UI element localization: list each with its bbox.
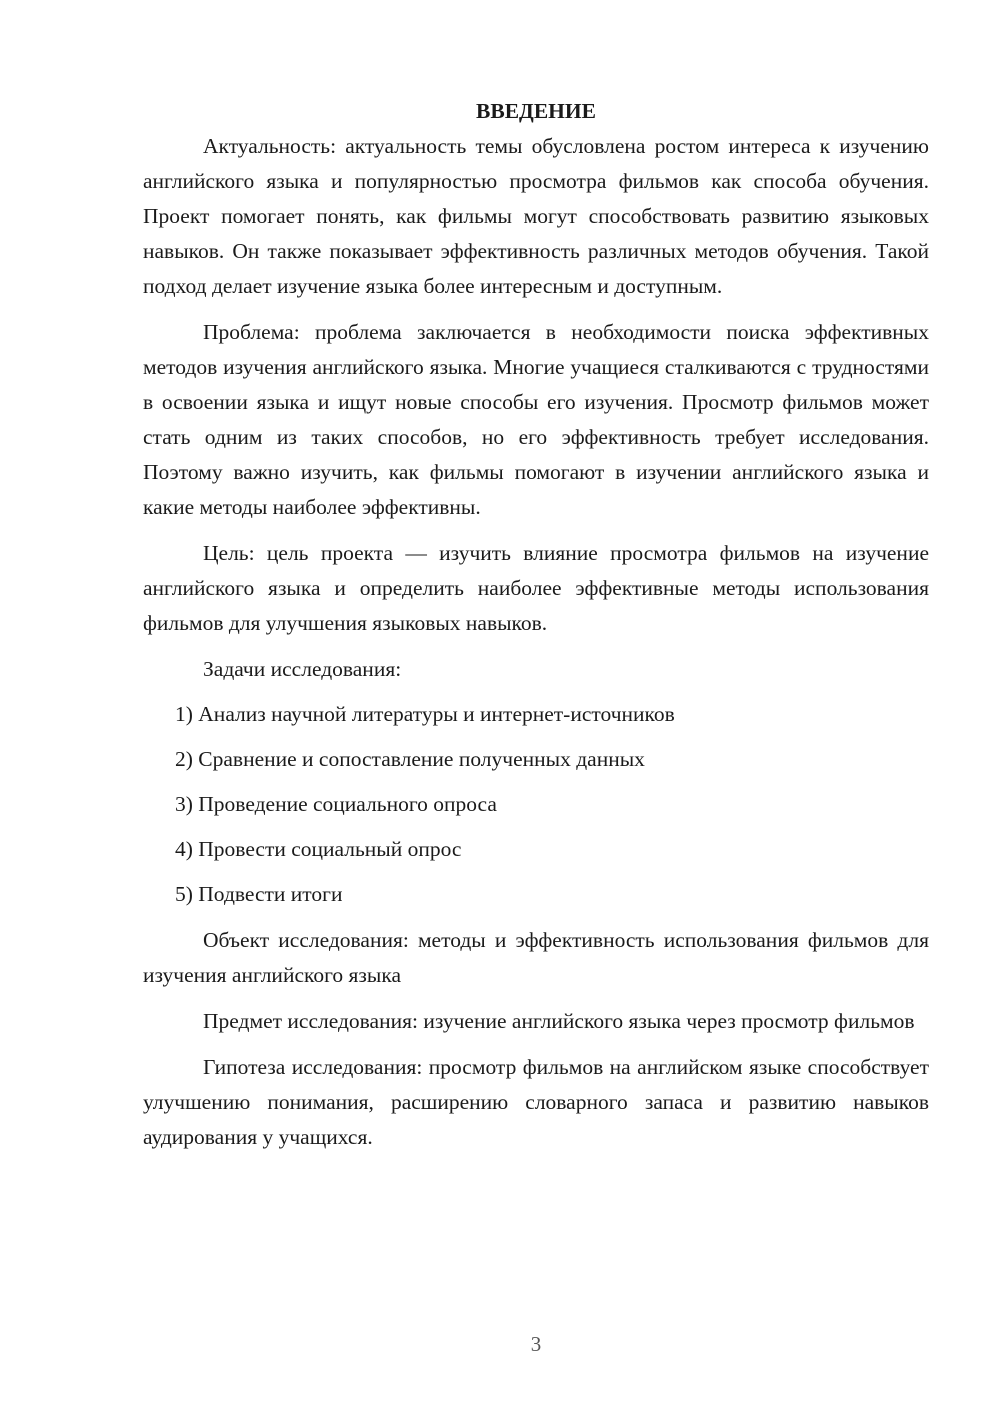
list-item: 3) Проведение социального опроса	[175, 792, 497, 816]
list-item: 2) Сравнение и сопоставление полученных данных	[175, 747, 645, 771]
paragraph-goal: Цель: цель проекта — изучить влияние просмотра фильмов на изучение английского языка и определить наиболее эффективные методы использования фильмов для улучшения языковых навыков.	[143, 541, 929, 635]
page-title: ВВЕДЕНИЕ	[476, 99, 596, 123]
paragraph-problem: Проблема: проблема заключается в необходимости поиска эффективных методов изучения английского языка. Многие учащиеся сталкиваются с трудностями в освоении языка и ищут новые способы его изучения. Просмотр фильмов может стать одним из таких способов, но его эффективность требует исследования. Поэтому важно изучить, как фильмы помогают в изучении английского языка и какие методы наиболее эффективны.	[143, 320, 929, 519]
list-item: 5) Подвести итоги	[175, 882, 343, 906]
paragraph-hypothesis: Гипотеза исследования: просмотр фильмов на английском языке способствует улучшению понимания, расширению словарного запаса и развитию навыков аудирования у учащихся.	[143, 1055, 929, 1149]
page-number: 3	[530, 1332, 542, 1356]
paragraph-subject: Предмет исследования: изучение английского языка через просмотр фильмов	[203, 1009, 915, 1033]
paragraph-object: Объект исследования: методы и эффективность использования фильмов для изучения английского языка	[143, 928, 929, 987]
page-content	[143, 94, 929, 1155]
paragraph-relevance: Актуальность: актуальность темы обусловлена ростом интереса к изучению английского языка и популярностью просмотра фильмов как способа обучения. Проект помогает понять, как фильмы могут способствовать развитию языковых навыков. Он также показывает эффективность различных методов обучения. Такой подход делает изучение языка более интересным и доступным.	[143, 134, 929, 298]
tasks-heading: Задачи исследования:	[203, 657, 402, 681]
list-item: 1) Анализ научной литературы и интернет-источников	[175, 702, 675, 726]
tasks-list	[143, 697, 929, 912]
list-item: 4) Провести социальный опрос	[175, 837, 462, 861]
